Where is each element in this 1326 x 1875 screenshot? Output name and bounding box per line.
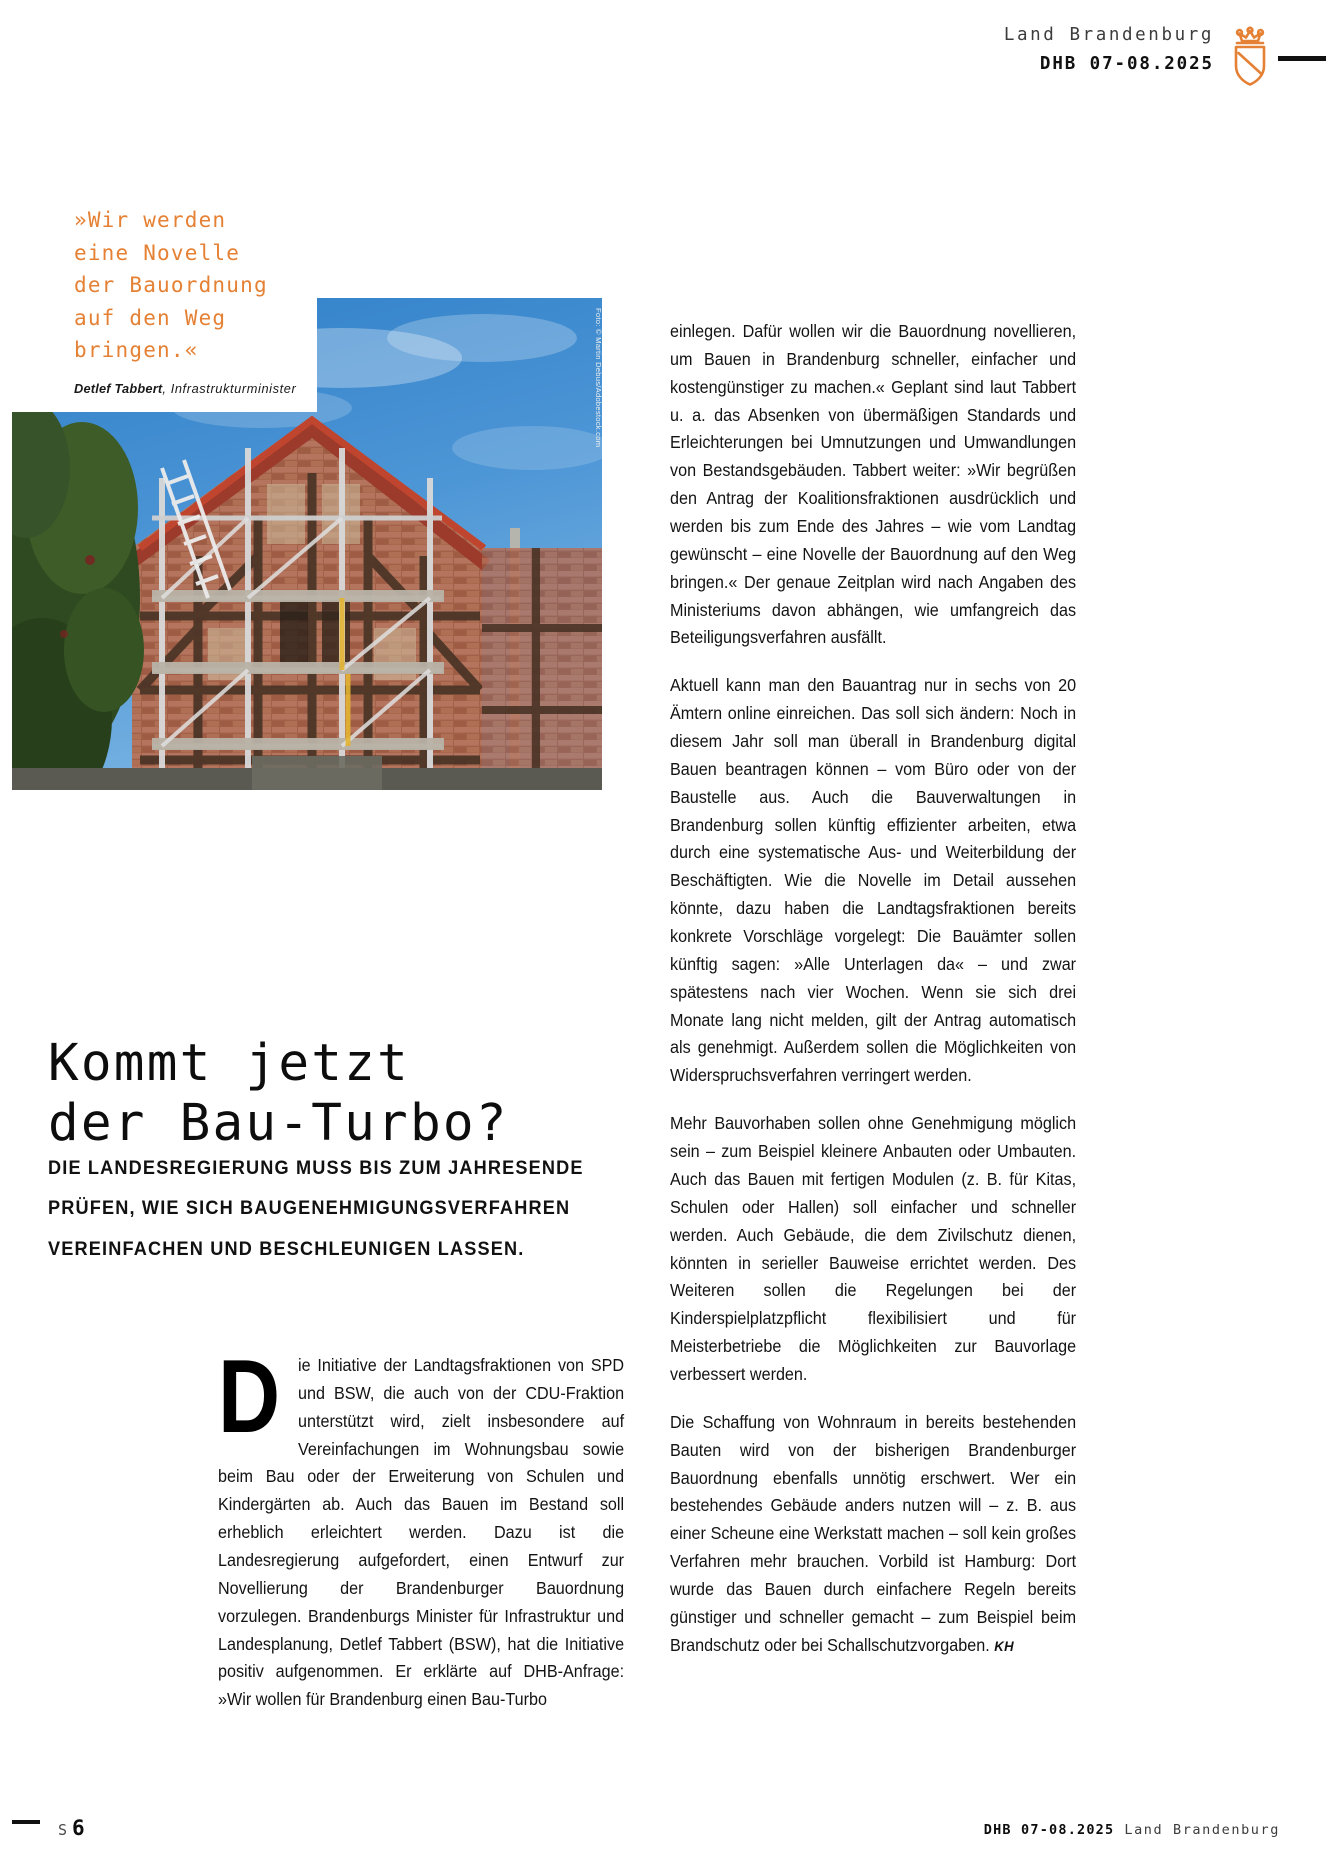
body-paragraph: Aktuell kann man den Bauantrag nur in sechs von 20 Ämtern online einreichen. Das soll sich ändern: Noch in diesem Jahr soll man überall in Brandenburg digital Bauen beantragen können – vom Büro oder von der Baustelle aus. Auch die Bauverwaltungen in Brandenburg sollen künftig effizienter arbeiten, etwa durch eine systematische Aus- und Weiterbildung der Beschäftigten. Wie die Novelle im Detail aussehen könnte, dazu haben die Landtagsfraktionen bereits konkrete Vorschläge vorgelegt: Die Bauämter sollen künftig sagen: »Alle Unterlagen da« – und zwar spätestens nach vier Wochen. Wenn sie sich drei Monate lang nicht melden, gilt der Antrag automatisch als genehmigt. Außerdem sollen die Möglichkeiten von Widerspruchsverfahren verringert werden. [670,675,1077,1086]
issue-label: DHB 07-08.2025 [1039,53,1214,74]
pullquote-line-5: bringen.« [74,338,199,363]
header-rule [1278,56,1326,61]
pullquote-separator: , [162,380,171,396]
drop-cap: D [218,1339,281,1455]
body-paragraph [670,1409,1076,1660]
pullquote-attribution [12,367,317,412]
footer-publisher: Land Brandenburg [1124,1822,1280,1838]
body-paragraph [218,1339,625,1714]
body-column-left [218,1339,625,1714]
pullquote-line-4: auf den Weg [74,305,227,330]
body-paragraph-text: ie Initiative der Landtagsfraktionen von SPD und BSW, die auch von der CDU-Fraktion unterstützt wird, zielt insbesondere auf Vereinfachungen im Wohnungsbau sowie beim Bau oder der Erweiterung von Schulen und Kindergärten ab. Auch das Bauen im Bestand soll erheblich erleichtert werden. Dazu ist die Landesregierung aufgefordert, einen Entwurf zur Novellierung der Brandenburger Bauordnung vorzulegen. Brandenburgs Minister für Infrastruktur und Landesplanung, Detlef Tabbert (BSW), hat die Initiative positiv aufgenommen. Er erklärte auf DHB-Anfrage: »Wir wollen für Brandenburg einen Bau-Turbo [218,1355,625,1710]
body-column-right [670,318,1076,1660]
publisher-name: Land Brandenburg [1003,25,1214,45]
headline-line-2: der Bau-Turbo? [48,1094,509,1154]
page-header [706,24,1326,88]
body-paragraph: Mehr Bauvorhaben sollen ohne Genehmigung möglich sein – zum Beispiel kleinere Anbauten oder Umbauten. Auch das Bauen mit fertigen Modulen (z. B. für Kitas, Schulen oder Hallen) soll einfacher und schneller werden. Auch Gebäude, die dem Zivilschutz dienen, könnten in serieller Bauweise errichtet werden. Des Weiteren sollen die Regelungen bei der Kinderspielplatzpflicht flexibilisiert und für Meisterbetriebe die Möglichkeiten zur Bauvorlage verbessert werden. [670,1113,1077,1384]
pullquote-author-role: Infrastrukturminister [170,380,297,396]
pullquote-line-3: der Bauordnung [74,273,268,298]
footer-rule [12,1820,40,1824]
subheading: DIE LANDESREGIERUNG MUSS BIS ZUM JAHRESENDE PRÜFEN, WIE SICH BAUGENEHMIGUNGSVERFAHREN VEREINFACHEN UND BESCHLEUNIGEN LASSEN. [48,1157,584,1260]
headline-line-1: Kommt jetzt [48,1034,410,1094]
pullquote-line-2: eine Novelle [74,240,241,265]
pullquote-author-name: Detlef Tabbert [74,380,163,396]
masthead-text-block [1004,24,1214,76]
byline-initials: KH [994,1637,1014,1654]
pullquote-line-1: »Wir werden [74,208,227,232]
body-paragraph-text: Die Schaffung von Wohnraum in bereits bestehenden Bauten wird von der bisherigen Brandenburger Bauordnung ebenfalls unnötig erschwert. Wer ein bestehendes Gebäude anders nutzen will – z. B. aus einer Scheune eine Werkstatt machen – soll kein großes Verfahren mehr brauchen. Vorbild ist Hamburg: Dort wurde das Bauen durch einfachere Regeln bereits günstiger und schneller gemacht – zum Beispiel beim Brandschutz oder bei Schallschutzvorgaben. [670,1411,1077,1655]
footer-issue: DHB 07-08.2025 [983,1822,1115,1838]
photo-credit: Foto: © Martin Debus/Adobestock.com [594,308,603,448]
pullquote-text [12,196,317,367]
page-title [48,1034,648,1154]
pullquote [12,196,317,412]
page-number-block [58,1816,86,1840]
footer-issue-block [984,1822,1280,1838]
page-prefix: S [58,1821,69,1839]
body-paragraph: einlegen. Dafür wollen wir die Bauordnung novellieren, um Bauen in Brandenburg schneller, einfacher und kostengünstiger zu machen.« Geplant sind laut Tabbert u. a. das Absenken von übermäßigen Standards und Erleichterungen bei Umnutzungen und Umwandlungen von Bestandsgebäuden. Tabbert weiter: »Wir begrüßen den Antrag der Koalitionsfraktionen ausdrücklich und werden bis zum Ende des Jahres – wie vom Landtag gewünscht – eine Novelle der Bauordnung auf den Weg bringen.« Der genaue Zeitplan wird nach Angaben des Ministeriums davon abhängen, wie umfangreich das Beteiligungsverfahren ausfällt. [670,321,1077,648]
brandenburg-crown-shield-icon [1226,26,1274,88]
page-number: 6 [72,1816,86,1840]
